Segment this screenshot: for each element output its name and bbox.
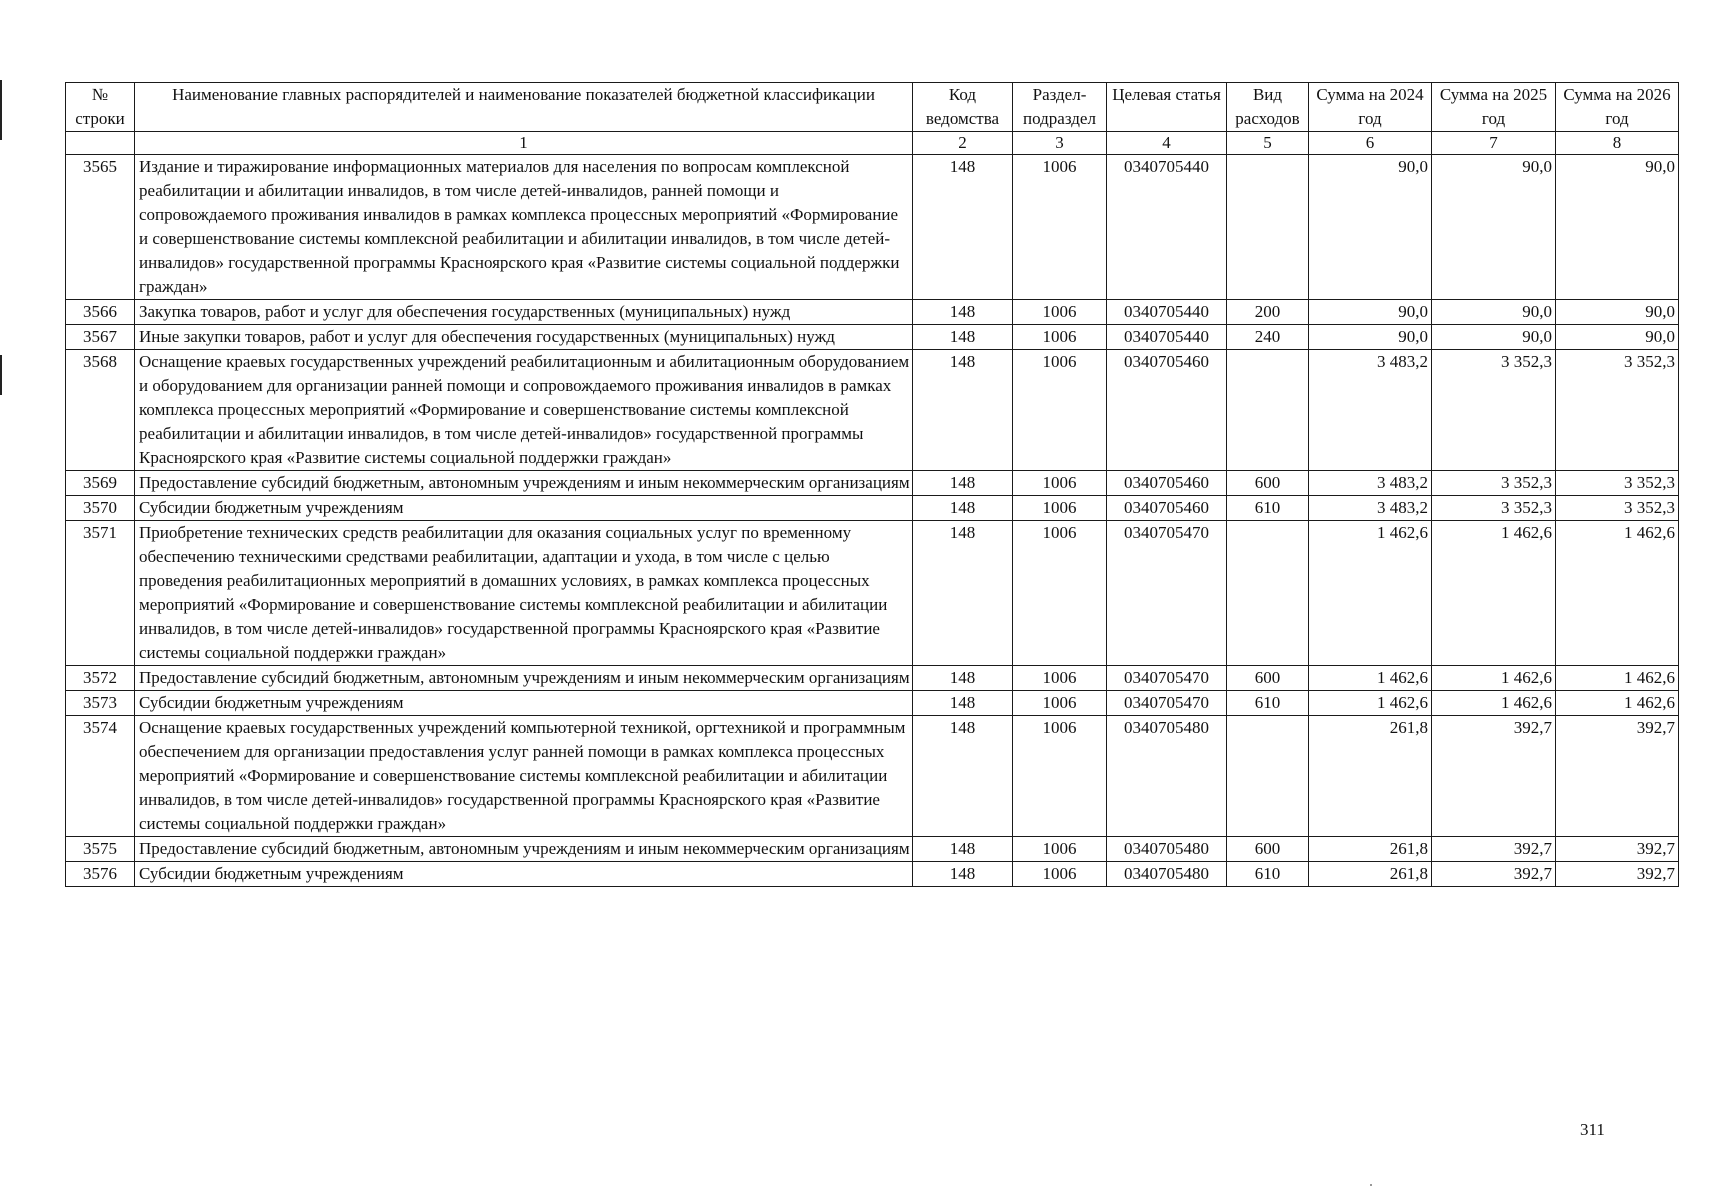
row-expense-type: 600 bbox=[1227, 837, 1309, 862]
row-sum-2025: 392,7 bbox=[1432, 716, 1556, 837]
column-index-row bbox=[66, 132, 1679, 155]
row-name: Оснащение краевых государственных учреждений реабилитационным и абилитационным оборудованием и оборудованием для организации ранней помощи и сопровождаемого проживания инвалидов в рамках комплекса процессных мероприятий «Формирование и совершенствование системы комплексной реабилитации и абилитации инвалидов, в том числе детей-инвалидов» государственной программы Красноярского края «Развитие системы социальной поддержки граждан» bbox=[135, 350, 913, 471]
row-sum-2026: 3 352,3 bbox=[1556, 471, 1679, 496]
index-cell: 2 bbox=[913, 132, 1013, 155]
scan-edge-mark bbox=[0, 80, 2, 140]
row-target-code: 0340705480 bbox=[1107, 862, 1227, 887]
header-name: Наименование главных распорядителей и наименование показателей бюджетной классификации bbox=[135, 83, 913, 132]
table-row bbox=[66, 691, 1679, 716]
row-name: Оснащение краевых государственных учреждений компьютерной техникой, оргтехникой и программным обеспечением для организации предоставления услуг ранней помощи в рамках комплекса процессных мероприятий «Формирование и совершенствование системы комплексной реабилитации и абилитации инвалидов, в том числе детей-инвалидов» государственной программы Красноярского края «Развитие системы социальной поддержки граждан» bbox=[135, 716, 913, 837]
row-sum-2026: 3 352,3 bbox=[1556, 350, 1679, 471]
header-row bbox=[66, 83, 1679, 132]
index-cell: 3 bbox=[1013, 132, 1107, 155]
row-dept-code: 148 bbox=[913, 521, 1013, 666]
table-row bbox=[66, 521, 1679, 666]
row-number: 3567 bbox=[66, 325, 135, 350]
row-section-code: 1006 bbox=[1013, 666, 1107, 691]
row-dept-code: 148 bbox=[913, 837, 1013, 862]
header-section: Раздел-подраздел bbox=[1013, 83, 1107, 132]
row-number: 3570 bbox=[66, 496, 135, 521]
row-target-code: 0340705470 bbox=[1107, 666, 1227, 691]
row-sum-2024: 261,8 bbox=[1309, 862, 1432, 887]
row-dept-code: 148 bbox=[913, 471, 1013, 496]
row-name: Иные закупки товаров, работ и услуг для обеспечения государственных (муниципальных) нужд bbox=[135, 325, 913, 350]
table-row bbox=[66, 666, 1679, 691]
row-sum-2025: 1 462,6 bbox=[1432, 521, 1556, 666]
row-expense-type: 600 bbox=[1227, 666, 1309, 691]
row-number: 3574 bbox=[66, 716, 135, 837]
row-dept-code: 148 bbox=[913, 325, 1013, 350]
header-target: Целевая статья bbox=[1107, 83, 1227, 132]
row-expense-type: 600 bbox=[1227, 471, 1309, 496]
row-target-code: 0340705440 bbox=[1107, 325, 1227, 350]
row-name: Издание и тиражирование информационных материалов для населения по вопросам комплексной реабилитации и абилитации инвалидов, в том числе детей-инвалидов, ранней помощи и сопровождаемого проживания инвалидов в рамках комплекса процессных мероприятий «Формирование и совершенствование системы комплексной реабилитации и абилитации инвалидов, в том числе детей-инвалидов» государственной программы Красноярского края «Развитие системы социальной поддержки граждан» bbox=[135, 155, 913, 300]
row-number: 3571 bbox=[66, 521, 135, 666]
page-number: 311 bbox=[1580, 1120, 1605, 1139]
row-sum-2024: 261,8 bbox=[1309, 716, 1432, 837]
table-body bbox=[66, 155, 1679, 887]
table-row bbox=[66, 350, 1679, 471]
row-target-code: 0340705460 bbox=[1107, 350, 1227, 471]
row-number: 3573 bbox=[66, 691, 135, 716]
index-cell: 8 bbox=[1556, 132, 1679, 155]
row-name: Субсидии бюджетным учреждениям bbox=[135, 691, 913, 716]
header-num: № строки bbox=[66, 83, 135, 132]
row-sum-2024: 1 462,6 bbox=[1309, 521, 1432, 666]
row-sum-2025: 1 462,6 bbox=[1432, 666, 1556, 691]
row-section-code: 1006 bbox=[1013, 471, 1107, 496]
row-sum-2026: 392,7 bbox=[1556, 862, 1679, 887]
row-sum-2025: 90,0 bbox=[1432, 325, 1556, 350]
index-cell: 1 bbox=[135, 132, 913, 155]
header-sum-2024: Сумма на 2024 год bbox=[1309, 83, 1432, 132]
table-row bbox=[66, 837, 1679, 862]
row-dept-code: 148 bbox=[913, 716, 1013, 837]
row-name: Приобретение технических средств реабилитации для оказания социальных услуг по временному обеспечению техническими средствами реабилитации, адаптации и ухода, в том числе с целью проведения реабилитационных мероприятий в домашних условиях, в рамках комплекса процессных мероприятий «Формирование и совершенствование системы комплексной реабилитации и абилитации инвалидов, в том числе детей-инвалидов» государственной программы Красноярского края «Развитие системы социальной поддержки граждан» bbox=[135, 521, 913, 666]
row-target-code: 0340705460 bbox=[1107, 471, 1227, 496]
row-target-code: 0340705480 bbox=[1107, 716, 1227, 837]
row-target-code: 0340705440 bbox=[1107, 300, 1227, 325]
row-sum-2024: 261,8 bbox=[1309, 837, 1432, 862]
row-sum-2026: 90,0 bbox=[1556, 300, 1679, 325]
row-target-code: 0340705470 bbox=[1107, 691, 1227, 716]
row-number: 3566 bbox=[66, 300, 135, 325]
row-sum-2024: 90,0 bbox=[1309, 300, 1432, 325]
row-sum-2024: 3 483,2 bbox=[1309, 496, 1432, 521]
row-sum-2025: 3 352,3 bbox=[1432, 350, 1556, 471]
index-cell-empty bbox=[66, 132, 135, 155]
row-expense-type: 610 bbox=[1227, 862, 1309, 887]
row-sum-2024: 1 462,6 bbox=[1309, 666, 1432, 691]
row-sum-2025: 90,0 bbox=[1432, 155, 1556, 300]
row-dept-code: 148 bbox=[913, 496, 1013, 521]
row-name: Закупка товаров, работ и услуг для обеспечения государственных (муниципальных) нужд bbox=[135, 300, 913, 325]
row-section-code: 1006 bbox=[1013, 350, 1107, 471]
row-expense-type: 240 bbox=[1227, 325, 1309, 350]
row-expense-type bbox=[1227, 716, 1309, 837]
index-cell: 5 bbox=[1227, 132, 1309, 155]
row-sum-2025: 392,7 bbox=[1432, 837, 1556, 862]
table-row bbox=[66, 716, 1679, 837]
row-name: Предоставление субсидий бюджетным, автономным учреждениям и иным некоммерческим организациям bbox=[135, 666, 913, 691]
row-section-code: 1006 bbox=[1013, 862, 1107, 887]
row-number: 3575 bbox=[66, 837, 135, 862]
row-sum-2026: 1 462,6 bbox=[1556, 691, 1679, 716]
row-sum-2026: 1 462,6 bbox=[1556, 666, 1679, 691]
row-sum-2026: 90,0 bbox=[1556, 325, 1679, 350]
row-target-code: 0340705460 bbox=[1107, 496, 1227, 521]
row-section-code: 1006 bbox=[1013, 300, 1107, 325]
row-number: 3569 bbox=[66, 471, 135, 496]
row-expense-type: 200 bbox=[1227, 300, 1309, 325]
row-dept-code: 148 bbox=[913, 691, 1013, 716]
row-section-code: 1006 bbox=[1013, 691, 1107, 716]
row-number: 3565 bbox=[66, 155, 135, 300]
row-sum-2025: 3 352,3 bbox=[1432, 496, 1556, 521]
row-target-code: 0340705440 bbox=[1107, 155, 1227, 300]
row-section-code: 1006 bbox=[1013, 521, 1107, 666]
scan-speck bbox=[1370, 1184, 1372, 1186]
header-dept: Код ведомства bbox=[913, 83, 1013, 132]
row-section-code: 1006 bbox=[1013, 325, 1107, 350]
row-expense-type: 610 bbox=[1227, 496, 1309, 521]
header-type: Вид расходов bbox=[1227, 83, 1309, 132]
header-sum-2026: Сумма на 2026 год bbox=[1556, 83, 1679, 132]
row-dept-code: 148 bbox=[913, 666, 1013, 691]
table-row bbox=[66, 471, 1679, 496]
row-dept-code: 148 bbox=[913, 862, 1013, 887]
row-sum-2026: 1 462,6 bbox=[1556, 521, 1679, 666]
table-row bbox=[66, 496, 1679, 521]
table-row bbox=[66, 862, 1679, 887]
row-target-code: 0340705470 bbox=[1107, 521, 1227, 666]
row-target-code: 0340705480 bbox=[1107, 837, 1227, 862]
budget-table bbox=[65, 82, 1679, 887]
index-cell: 7 bbox=[1432, 132, 1556, 155]
row-section-code: 1006 bbox=[1013, 155, 1107, 300]
table-row bbox=[66, 155, 1679, 300]
row-sum-2024: 1 462,6 bbox=[1309, 691, 1432, 716]
table-row bbox=[66, 300, 1679, 325]
row-sum-2024: 3 483,2 bbox=[1309, 471, 1432, 496]
scan-edge-mark bbox=[0, 355, 2, 395]
row-dept-code: 148 bbox=[913, 155, 1013, 300]
row-sum-2025: 392,7 bbox=[1432, 862, 1556, 887]
header-sum-2025: Сумма на 2025 год bbox=[1432, 83, 1556, 132]
row-expense-type bbox=[1227, 350, 1309, 471]
row-name: Субсидии бюджетным учреждениям bbox=[135, 496, 913, 521]
row-sum-2024: 3 483,2 bbox=[1309, 350, 1432, 471]
row-sum-2025: 90,0 bbox=[1432, 300, 1556, 325]
row-number: 3568 bbox=[66, 350, 135, 471]
index-cell: 6 bbox=[1309, 132, 1432, 155]
row-name: Предоставление субсидий бюджетным, автономным учреждениям и иным некоммерческим организациям bbox=[135, 837, 913, 862]
row-number: 3576 bbox=[66, 862, 135, 887]
table-row bbox=[66, 325, 1679, 350]
row-sum-2026: 3 352,3 bbox=[1556, 496, 1679, 521]
row-sum-2026: 392,7 bbox=[1556, 716, 1679, 837]
row-name: Предоставление субсидий бюджетным, автономным учреждениям и иным некоммерческим организациям bbox=[135, 471, 913, 496]
row-number: 3572 bbox=[66, 666, 135, 691]
row-sum-2026: 90,0 bbox=[1556, 155, 1679, 300]
row-expense-type bbox=[1227, 155, 1309, 300]
row-section-code: 1006 bbox=[1013, 716, 1107, 837]
row-dept-code: 148 bbox=[913, 300, 1013, 325]
row-sum-2025: 1 462,6 bbox=[1432, 691, 1556, 716]
row-dept-code: 148 bbox=[913, 350, 1013, 471]
row-name: Субсидии бюджетным учреждениям bbox=[135, 862, 913, 887]
row-sum-2024: 90,0 bbox=[1309, 325, 1432, 350]
row-section-code: 1006 bbox=[1013, 837, 1107, 862]
row-expense-type: 610 bbox=[1227, 691, 1309, 716]
row-expense-type bbox=[1227, 521, 1309, 666]
row-section-code: 1006 bbox=[1013, 496, 1107, 521]
index-cell: 4 bbox=[1107, 132, 1227, 155]
row-sum-2025: 3 352,3 bbox=[1432, 471, 1556, 496]
row-sum-2026: 392,7 bbox=[1556, 837, 1679, 862]
row-sum-2024: 90,0 bbox=[1309, 155, 1432, 300]
